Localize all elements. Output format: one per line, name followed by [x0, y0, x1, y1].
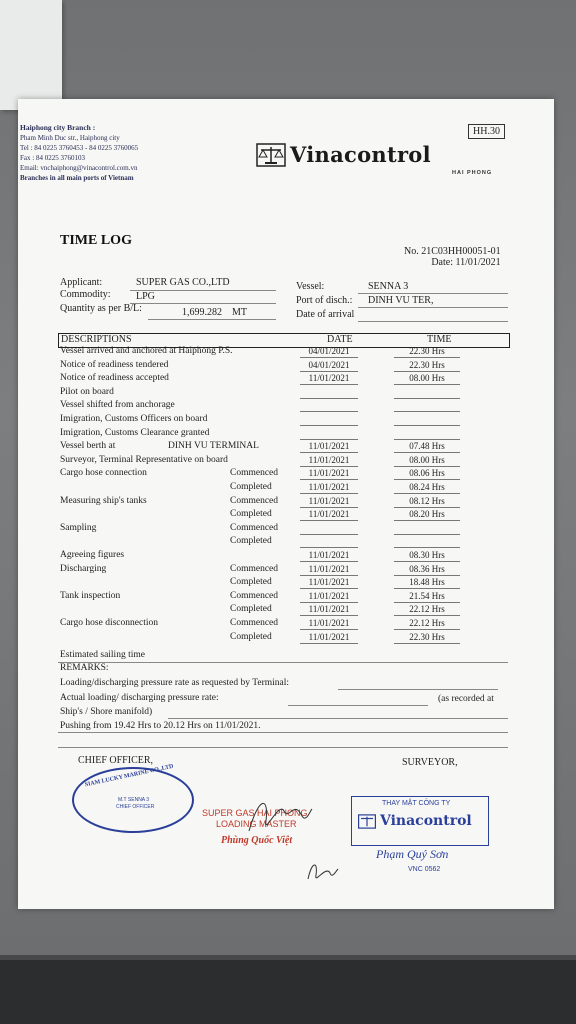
quantity-unit: MT — [232, 307, 247, 318]
doc-date: Date: 11/01/2021 — [431, 257, 501, 268]
table-row-time: 08.00 Hrs — [394, 372, 460, 385]
table-row-date: 11/01/2021 — [300, 549, 358, 562]
table-row-time: 08.30 Hrs — [394, 549, 460, 562]
vc-stamp-top: THAY MẶT CÔNG TY — [382, 800, 451, 807]
commodity-label: Commodity: — [60, 289, 111, 300]
vc-stamp-code: VNC 0562 — [408, 866, 441, 873]
table-row-date — [300, 427, 358, 440]
table-row-description: Cargo hose disconnection — [60, 618, 158, 628]
terminal-stamp-name: Phùng Quốc Việt — [221, 835, 293, 846]
ship-stamp-mid2: CHIEF OFFICER — [116, 804, 155, 810]
table-row-stage: Completed — [230, 536, 272, 547]
commodity-value: LPG — [136, 291, 155, 302]
table-row-time: 21.54 Hrs — [394, 590, 460, 603]
branch-email: Email: vnchaiphong@vinacontrol.com.vn — [20, 164, 138, 172]
desk-surface — [0, 960, 576, 1024]
table-row-time: 08.00 Hrs — [394, 454, 460, 467]
table-row-date: 04/01/2021 — [300, 345, 358, 358]
chief-officer-label: CHIEF OFFICER, — [78, 755, 154, 766]
table-row-date: 11/01/2021 — [300, 372, 358, 385]
remark-line-2: Actual loading/ discharging pressure rate: — [60, 693, 219, 703]
table-row-time: 08.24 Hrs — [394, 481, 460, 494]
table-row-time: 22.30 Hrs — [394, 345, 460, 358]
table-row-date: 04/01/2021 — [300, 359, 358, 372]
table-row-time — [394, 386, 460, 399]
table-row-stage: Completed — [230, 604, 272, 615]
table-row-date: 11/01/2021 — [300, 508, 358, 521]
table-row-date: 11/01/2021 — [300, 563, 358, 576]
table-row-stage: Completed — [230, 577, 272, 588]
table-row-time — [394, 522, 460, 535]
branch-fax: Fax : 84 0225 3760103 — [20, 154, 85, 162]
table-row-date: 11/01/2021 — [300, 631, 358, 644]
table-row-date — [300, 535, 358, 548]
table-row-date: 11/01/2021 — [300, 617, 358, 630]
remark-line-2-note: (as recorded at — [438, 694, 494, 704]
surveyor-label: SURVEYOR, — [402, 757, 458, 768]
remark-line-4: Pushing from 19.42 Hrs to 20.12 Hrs on 11/01/2021. — [60, 721, 261, 731]
branch-title: Haiphong city Branch : — [20, 123, 96, 132]
table-row-description: Measuring ship's tanks — [60, 495, 147, 506]
table-row-date: 11/01/2021 — [300, 481, 358, 494]
table-row-time: 22.30 Hrs — [394, 631, 460, 644]
applicant-label: Applicant: — [60, 277, 103, 288]
brand-sub: HAI PHONG — [452, 170, 493, 176]
table-row-time: 08.20 Hrs — [394, 508, 460, 521]
header-time: TIME — [427, 334, 452, 345]
table-row-stage: Commenced — [230, 590, 279, 601]
applicant-value: SUPER GAS CO.,LTD — [136, 277, 230, 288]
table-row-date: 11/01/2021 — [300, 440, 358, 453]
table-row-date: 11/01/2021 — [300, 495, 358, 508]
table-row-description: Imigration, Customs Officers on board — [60, 414, 208, 424]
table-row-stage: Commenced — [230, 563, 279, 574]
branch-note: Branches in all main ports of Vietnam — [20, 174, 134, 182]
table-row-description: Tank inspection — [60, 590, 121, 601]
table-row-date — [300, 386, 358, 399]
table-row-description: Cargo hose connection — [60, 468, 147, 479]
vinacontrol-logo — [256, 142, 431, 167]
table-row-date — [300, 522, 358, 535]
table-row-time: 08.12 Hrs — [394, 495, 460, 508]
table-row-description: Agreeing figures — [60, 550, 125, 560]
vinacontrol-stamp — [351, 796, 489, 846]
table-row-description: Imigration, Customs Clearance granted — [60, 427, 210, 438]
table-row-stage: Completed — [230, 482, 272, 492]
table-row-stage: Commenced — [230, 495, 279, 506]
table-row-stage: Commenced — [230, 522, 279, 533]
table-row-time: 08.36 Hrs — [394, 563, 460, 576]
form-code: HH.30 — [468, 124, 505, 139]
vc-scale-icon — [358, 814, 376, 829]
remarks-label: REMARKS: — [60, 663, 109, 673]
table-row-stage: Completed — [230, 631, 272, 642]
table-row-date: 11/01/2021 — [300, 603, 358, 616]
branch-address: Pham Minh Duc str., Haiphong city — [20, 134, 120, 142]
branch-info — [20, 123, 138, 183]
terminal-stamp-line-1: SUPER GAS HAI PHONG — [202, 808, 308, 818]
table-row-time: 18.48 Hrs — [394, 576, 460, 589]
header-date: DATE — [327, 334, 353, 345]
table-row-stage: Commenced — [230, 468, 279, 479]
background-paper — [0, 0, 62, 110]
vc-stamp-name: Phạm Quý Sơn — [376, 847, 449, 861]
table-row-berth: DINH VU TERMINAL — [168, 441, 259, 452]
port-value: DINH VU TER, — [368, 295, 434, 306]
time-log-document — [18, 99, 554, 909]
remark-line-1: Loading/discharging pressure rate as requested by Terminal: — [60, 678, 290, 688]
page-title: TIME LOG — [60, 233, 132, 248]
table-row-description: Vessel arrived and anchored at Haiphong P.S. — [60, 346, 233, 356]
scale-icon — [256, 143, 286, 167]
table-row-time: 07.48 Hrs — [394, 440, 460, 453]
table-row-date — [300, 399, 358, 412]
table-row-description: Notice of readiness tendered — [60, 359, 169, 370]
brand-name: Vinacontrol — [290, 142, 431, 167]
vc-stamp-brand: Vinacontrol — [380, 813, 472, 829]
table-row-description: Sampling — [60, 522, 97, 533]
vessel-value: SENNA 3 — [368, 281, 409, 292]
table-row-description: Surveyor, Terminal Representative on board — [60, 454, 228, 465]
table-row-time: 22.30 Hrs — [394, 359, 460, 372]
table-row-description: Vessel shifted from anchorage — [60, 400, 175, 411]
table-row-time — [394, 427, 460, 440]
table-row-date: 11/01/2021 — [300, 454, 358, 467]
table-row-stage: Completed — [230, 509, 272, 520]
quantity-label: Quantity as per B/L: — [60, 303, 142, 314]
doc-number: No. 21C03HH00051-01 — [404, 246, 501, 257]
quantity-value: 1,699.282 — [182, 307, 222, 318]
table-row-date: 11/01/2021 — [300, 467, 358, 480]
vessel-label: Vessel: — [296, 281, 325, 292]
ship-stamp-mid: M.T SENNA 3 — [118, 797, 150, 803]
terminal-stamp-line-2: LOADING MASTER — [216, 819, 297, 829]
port-label: Port of disch.: — [296, 295, 353, 306]
table-row-time: 22.12 Hrs — [394, 603, 460, 616]
arrival-label: Date of arrival — [296, 309, 355, 320]
table-row-time: 22.12 Hrs — [394, 617, 460, 630]
doc-number-block — [404, 246, 501, 268]
table-row-time — [394, 399, 460, 412]
terminal-signature-icon — [244, 791, 314, 841]
table-row-time — [394, 413, 460, 426]
branch-tel: Tel : 84 0225 3760453 - 84 0225 3760065 — [20, 144, 139, 152]
sailing-time-label: Estimated sailing time — [60, 650, 145, 660]
chief-signature-icon — [304, 857, 340, 887]
table-row-time: 08.06 Hrs — [394, 467, 460, 480]
remark-line-3: Ship's / Shore manifold) — [60, 707, 153, 717]
table-row-stage: Commenced — [230, 618, 279, 628]
table-row-date: 11/01/2021 — [300, 576, 358, 589]
table-row-description: Discharging — [60, 563, 107, 574]
table-row-description: Pilot on board — [60, 386, 114, 397]
table-row-date — [300, 413, 358, 426]
table-row-description: Notice of readiness accepted — [60, 373, 169, 384]
header-descriptions: DESCRIPTIONS — [61, 334, 132, 345]
table-row-date: 11/01/2021 — [300, 590, 358, 603]
vc-stamp-logo — [358, 813, 472, 829]
table-row-description: Vessel berth at — [60, 441, 116, 452]
table-row-time — [394, 535, 460, 548]
ship-stamp — [72, 763, 194, 833]
ship-stamp-top: SIAM LUCKY MARINE CO.,LTD — [84, 763, 175, 789]
